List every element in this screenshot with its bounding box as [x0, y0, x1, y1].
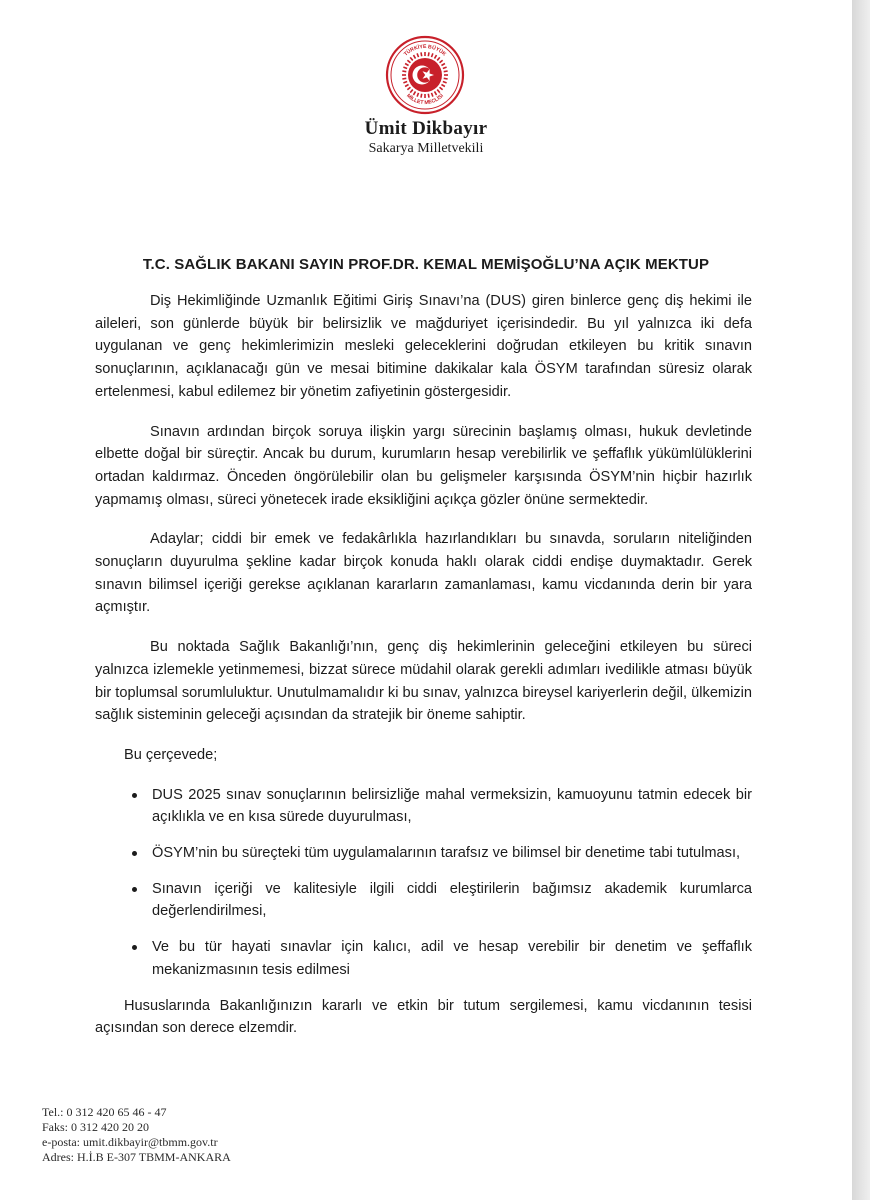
list-item-text: Sınavın içeriği ve kalitesiyle ilgili ciddi eleştirilerin bağımsız akademik kurumlarca değerlendirilmesi,: [152, 880, 752, 920]
seal-ray: [414, 91, 416, 94]
closing-paragraph: Hususlarında Bakanlığınızın kararlı ve etkin bir tutum sergilemesi, kamu vicdanının tesisi açısından son derece elzemdir.: [95, 997, 752, 1037]
bullet-icon: [132, 887, 137, 892]
paper-edge: [852, 0, 870, 1200]
seal-ray: [414, 55, 416, 58]
seal-ray: [407, 60, 410, 63]
author-name: Ümit Dikbayır: [364, 118, 488, 139]
list-item: [95, 878, 752, 923]
seal-text-top: TÜRKİYE BÜYÜK: [403, 43, 447, 58]
letter-body: [95, 290, 752, 1057]
letter-title: T.C. SAĞLIK BAKANI SAYIN PROF.DR. KEMAL MEMİŞOĞLU’NA AÇIK MEKTUP: [142, 256, 710, 273]
seal-ray: [402, 78, 406, 79]
seal-ray: [403, 67, 407, 68]
seal-ray: [428, 52, 429, 56]
seal-text-bottom: MİLLET MECLİSİ: [405, 92, 445, 107]
seal-ray: [441, 64, 444, 66]
email-value: umit.dikbayir@tbmm.gov.tr: [83, 1135, 218, 1149]
seal-ray: [405, 64, 408, 66]
list-item: [95, 936, 752, 981]
framework-intro: Bu çerçevede;: [124, 746, 218, 763]
paragraph: Adaylar; ciddi bir emek ve fedakârlıkla hazırlandıkları bu sınavda, soruların niteliğinden sonuçların duyurulma şekline kadar birçok konuda haklı olarak ciddi endişe duymaktadır. Gerek sınavın bilimsel içeriği gerekse açıklanan kararların zamanlaması, kamu vicdanında derin bir yara açmıştır.: [95, 531, 752, 616]
list-item: [95, 842, 752, 865]
seal-ray: [417, 53, 418, 57]
seal-ray: [437, 57, 440, 60]
seal-ray: [417, 93, 418, 97]
seal-ray: [443, 81, 447, 82]
seal-ray: [435, 91, 437, 94]
address-label: Adres:: [42, 1150, 74, 1164]
author-position: Sakarya Milletvekili: [368, 141, 484, 156]
seal-ray: [431, 93, 432, 97]
seal-ray: [405, 85, 408, 87]
list-item-text: Ve bu tür hayati sınavlar için kalıcı, adil ve hesap verebilir bir denetim ve şeffaflık mekanizmasının tesis edilmesi: [152, 939, 752, 978]
seal-ray: [421, 94, 422, 98]
seal-ray: [441, 85, 444, 87]
seal-ray: [410, 90, 413, 93]
tel-value: 0 312 420 65 46 - 47: [66, 1105, 167, 1119]
list-item-text: ÖSYM’nin bu süreçteki tüm uygulamalarının tarafsız ve bilimsel bir denetime tabi tutulması,: [152, 845, 741, 862]
seal-ray: [444, 71, 448, 72]
list-item: [95, 784, 752, 829]
seal-ray: [435, 55, 437, 58]
seal-ray: [421, 52, 422, 56]
seal-ray: [410, 57, 413, 60]
contact-block: [42, 1105, 231, 1165]
seal-ray: [440, 87, 443, 90]
seal-ray: [443, 67, 447, 68]
tbmm-seal-icon: [385, 35, 465, 115]
paragraph: Diş Hekimliğinde Uzmanlık Eğitimi Giriş Sınavı’na (DUS) giren binlerce genç diş hekimi ile aileleri, son günlerde büyük bir belirsizlik ve mağduriyet içerisindedir. Bu yıl yalnızca iki defa uygulanan ve genç hekimlerimizin mesleki geleceklerini doğrudan etkileyen bu kritik sınavın sonuçlarının, açıklanacağı gün ve mesai bitimine dakikalar kala ÖSYM tarafından süresiz olarak ertelenmesi, kabul edilemez bir yönetim zafiyetinin göstergesidir.: [95, 293, 752, 400]
seal-ray: [431, 53, 432, 57]
seal-ray: [440, 60, 443, 63]
demands-list: [95, 784, 752, 982]
seal-ray: [444, 78, 448, 79]
seal-ray: [407, 87, 410, 90]
seal-ray: [437, 90, 440, 93]
tel-label: Tel.:: [42, 1105, 64, 1119]
seal-ray: [403, 81, 407, 82]
seal-ray: [402, 71, 406, 72]
paragraph: Sınavın ardından birçok soruya ilişkin yargı sürecinin başlamış olması, hukuk devletinde elbette doğal bir süreçtir. Ancak bu durum, kurumların hesap verebilirlik ve şeffaflık yükümlülüklerini ortadan kaldırmaz. Önceden öngörülebilir olan bu gelişmeler karşısında ÖSYM’nin hiçbir hazırlık yapmamış olması, süreci yönetecek irade eksikliğini açıkça gözler önüne sermektedir.: [95, 423, 752, 508]
bullet-icon: [132, 851, 137, 856]
paragraph: Bu noktada Sağlık Bakanlığı’nın, genç diş hekimlerinin geleceğini etkileyen bu süreci yalnızca izlemekle yetinmemesi, bizzat sürece müdahil olarak gerekli adımları ivedilikle atması büyük bir toplumsal sorumluluktur. Unutulmamalıdır ki bu sınav, yalnızca bireysel kariyerlerin değil, ülkemizin sağlık sisteminin geleceği açısından da stratejik bir öneme sahiptir.: [95, 639, 752, 724]
seal-ray: [428, 94, 429, 98]
bullet-icon: [132, 793, 137, 798]
fax-label: Faks:: [42, 1120, 69, 1134]
fax-value: 0 312 420 20 20: [71, 1120, 150, 1134]
tbmm-seal: [385, 35, 465, 115]
address-value: H.İ.B E-307 TBMM-ANKARA: [77, 1150, 231, 1164]
bullet-icon: [132, 945, 137, 950]
list-item-text: DUS 2025 sınav sonuçlarının belirsizliğe mahal vermeksizin, kamuoyunu tatmin edecek bir açıklıkla ve en kısa sürede duyurulması,: [152, 786, 752, 826]
email-label: e-posta:: [42, 1135, 80, 1149]
